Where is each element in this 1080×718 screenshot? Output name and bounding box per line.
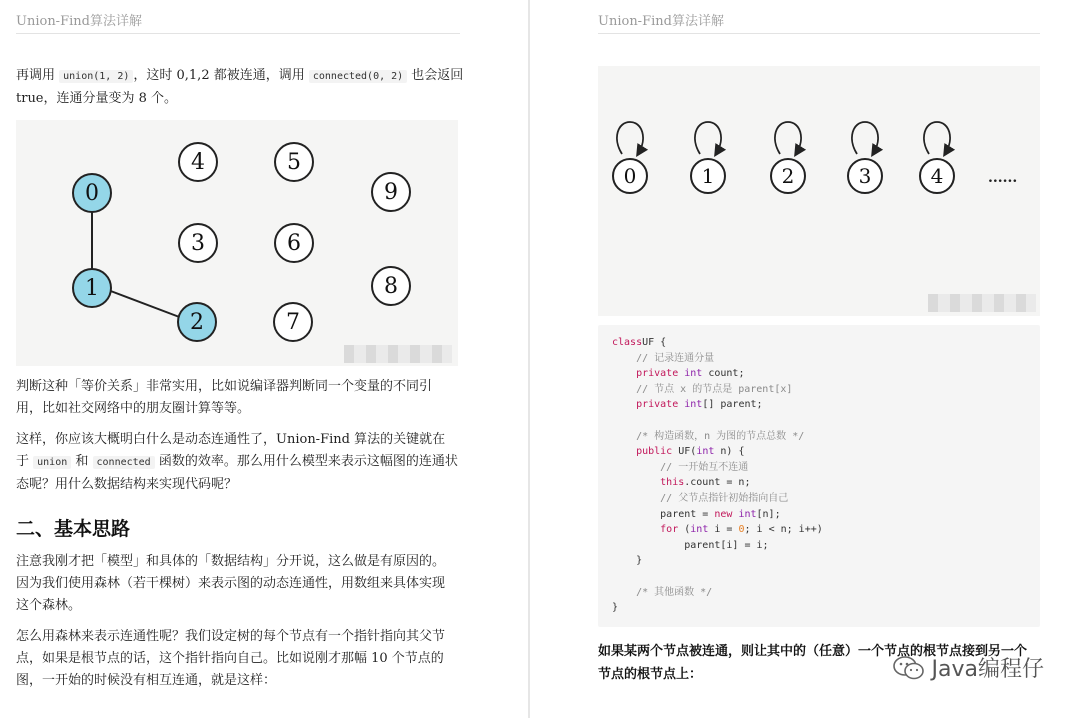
- graph-edges: [16, 120, 458, 366]
- paragraph-model-vs-structure: 注意我刚才把「模型」和具体的「数据结构」分开说，这么做是有原因的。 因为我们使用森林（若干棵树）来表示图的动态连通性，用数组来具体实现 这个森林。: [16, 554, 446, 613]
- code-line: parent = new int[n];: [612, 508, 781, 520]
- graph-node-0: 0: [72, 173, 112, 213]
- code-line: }: [612, 602, 619, 614]
- watermark-text: Java编程仔: [931, 657, 1044, 682]
- code-line: /* 其他函数 */: [612, 586, 713, 598]
- chat-bubble-icon: [892, 654, 926, 682]
- code-line: classUF {: [612, 337, 667, 348]
- code-line: public UF(int n) {: [612, 446, 745, 458]
- graph-node-3: 3: [178, 223, 218, 263]
- code-line: private int count;: [612, 368, 745, 380]
- header-title: Union-Find算法详解: [598, 14, 724, 29]
- graph-node-9: 9: [371, 172, 411, 212]
- paragraph-dynamic-connectivity: 这样，你应该大概明白什么是动态连通性了，Union-Find 算法的关键就在 于 union 和 connected 函数的效率。那么用什么模型来表示这幅图的连通状 态呢？用什么数据结构来实现代码呢？: [16, 432, 458, 492]
- ellipsis: ......: [988, 170, 1018, 186]
- self-loop-node-0: 0: [612, 158, 648, 194]
- self-loop-node-3: 3: [847, 158, 883, 194]
- section-heading: 二、基本思路: [16, 518, 131, 540]
- graph-node-7: 7: [273, 302, 313, 342]
- code-line: for (int i = 0; i < n; i++): [612, 524, 823, 536]
- code-line: parent[i] = i;: [612, 539, 769, 551]
- code-line: // 节点 x 的节点是 parent[x]: [612, 383, 793, 395]
- self-loop-node-1: 1: [690, 158, 726, 194]
- code-line: }: [612, 555, 643, 567]
- graph-node-5: 5: [274, 142, 314, 182]
- graph-node-2: 2: [177, 302, 217, 342]
- self-loop-figure: [598, 66, 1040, 316]
- header-title: Union-Find算法详解: [16, 14, 142, 29]
- paragraph-union-rule: 如果某两个节点被连通，则让其中的（任意）一个节点的根节点接到另一个 节点的根节点上：: [598, 644, 1028, 682]
- code-line: // 父节点指针初始指向自己: [612, 493, 789, 504]
- self-loop-node-4: 4: [919, 158, 955, 194]
- paragraph-forest: 怎么用森林来表示连通性呢？我们设定树的每个节点有一个指针指向其父节 点，如果是根节点的话，这个指针指向自己。比如说刚才那幅 10 个节点的 图，一开始的时候没有相互连通，就是这样：: [16, 629, 446, 688]
- header-divider: [598, 33, 1040, 34]
- account-watermark: [892, 652, 1044, 683]
- blurred-watermark: [928, 294, 1036, 312]
- right-page: [530, 0, 1080, 718]
- code-line: // 一开始互不连通: [612, 461, 749, 473]
- header-divider: [16, 33, 460, 34]
- paragraph-union-call: 再调用 union(1, 2) ，这时 0,1,2 都被连通，调用 connected(0, 2) 也会返回 true，连通分量变为 8 个。: [16, 68, 464, 106]
- blurred-watermark: [344, 345, 452, 363]
- code-line: private int[] parent;: [612, 399, 763, 411]
- graph-node-1: 1: [72, 268, 112, 308]
- code-block-uf-class: [598, 325, 1040, 627]
- inline-code: connected: [93, 456, 155, 469]
- inline-code: union(1, 2): [59, 70, 133, 83]
- self-loop-arrows: [598, 66, 1040, 316]
- connectivity-graph-figure: [16, 120, 458, 366]
- graph-node-4: 4: [178, 142, 218, 182]
- self-loop-node-2: 2: [770, 158, 806, 194]
- paragraph-equivalence: 判断这种「等价关系」非常实用，比如说编译器判断同一个变量的不同引 用，比如社交网络中的朋友圈计算等等。: [16, 379, 433, 416]
- code-line: // 记录连通分量: [612, 352, 715, 364]
- inline-code: union: [33, 456, 71, 469]
- left-page: [0, 0, 528, 718]
- graph-node-6: 6: [274, 223, 314, 263]
- code-line: this.count = n;: [612, 477, 751, 489]
- code-line: /* 构造函数，n 为图的节点总数 */: [612, 430, 805, 442]
- graph-node-8: 8: [371, 266, 411, 306]
- inline-code: connected(0, 2): [309, 70, 407, 83]
